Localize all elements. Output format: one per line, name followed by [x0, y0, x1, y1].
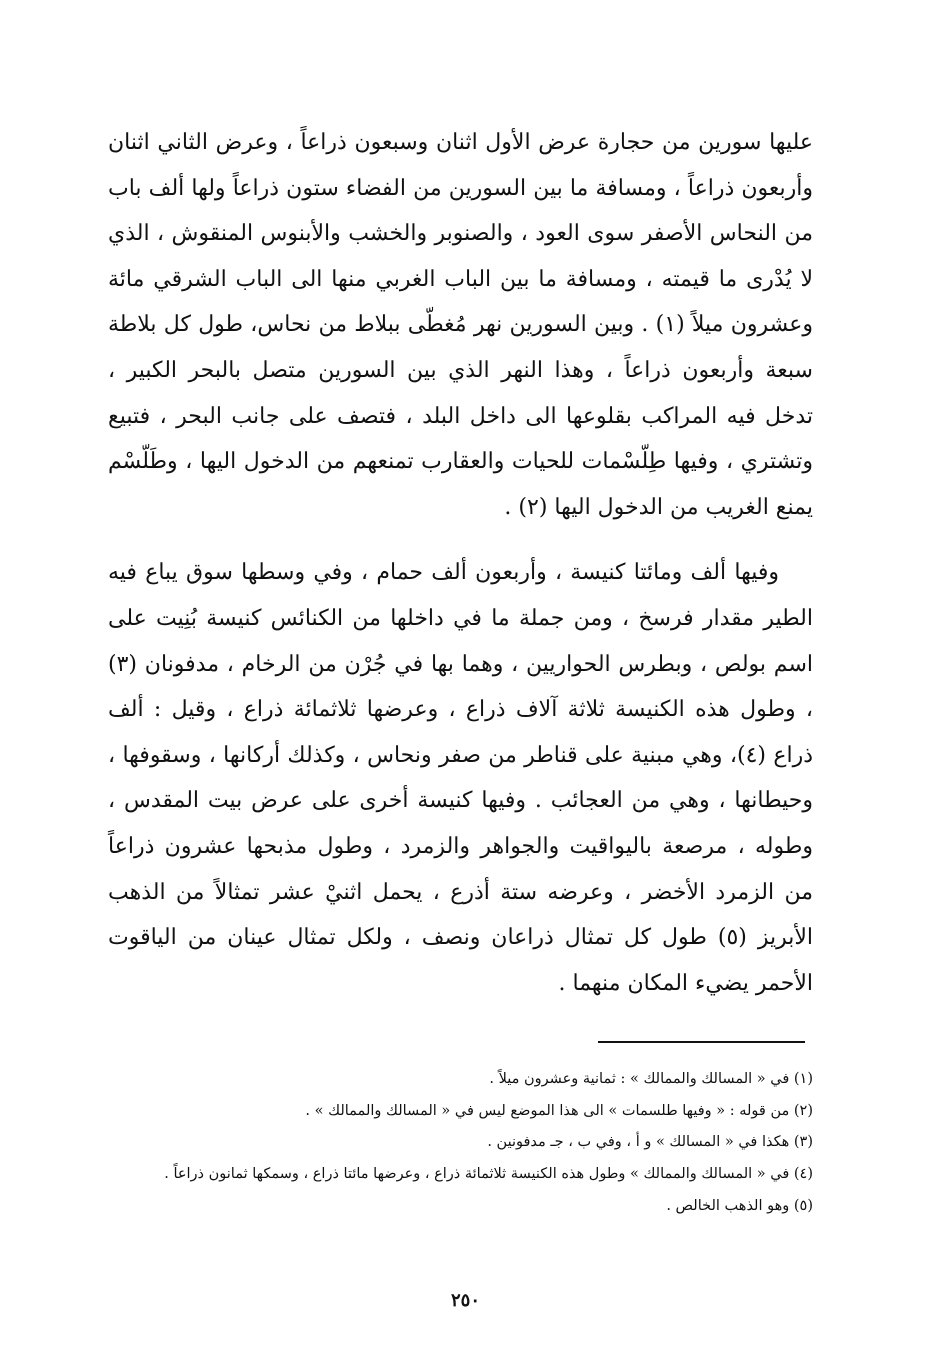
- main-text: [108, 120, 813, 1006]
- footnote-5: (٥) وهو الذهب الخالص .: [666, 1197, 813, 1214]
- footnote-3: (٣) هكذا في « المسالك » و أ ، وفي ب ، جـ مدفونين .: [487, 1134, 813, 1150]
- footnote-2: (٢) من قوله : « وفيها طلسمات » الى هذا الموضع ليس في « المسالك والممالك » .: [305, 1102, 813, 1119]
- paragraph-2: وفيها ألف ومائتا كنيسة ، وأربعون ألف حمام ، وفي وسطها سوق يباع فيه الطير مقدار فرسخ ، ومن جملة ما في داخلها من الكنائس كنيسة بُنِيت على اسم بولص ، وبطرس الحواريين ، وهما بها في جُرْن من الرخام ، مدفونان (٣) ، وطول هذه الكنيسة ثلاثة آلاف ذراع ، وعرضها ثلاثمائة ذراع ، وقيل : ألف ذراع (٤)، وهي مبنية على قناطر من صفر ونحاس ، وكذلك أركانها ، وسقوفها ، وحيطانها ، وهي من العجائب . وفيها كنيسة أخرى على عرض بيت المقدس ، وطوله ، مرصعة باليواقيت والجواهر والزمرد ، وطول مذبحها عشرون ذراعاً من الزمرد الأخضر ، وعرضه ستة أذرع ، يحمل اثنيْ عشر تمثالاً من الذهب الأبريز (٥) طول كل تمثال ذراعان ونصف ، ولكل تمثال عينان من الياقوت الأحمر يضيء المكان منهما .: [108, 560, 813, 996]
- paragraph-1: عليها سورين من حجارة عرض الأول اثنان وسبعون ذراعاً ، وعرض الثاني اثنان وأربعون ذراعاً ، ومسافة ما بين السورين من الفضاء ستون ذراعاً ولها ألف باب من النحاس الأصفر سوى العود ، والصنوبر والخشب والأبنوس المنقوش ، الذي لا يُدْرى ما قيمته ، ومسافة ما بين الباب الغربي منها الى الباب الشرقي مائة وعشرون ميلاً (١) . وبين السورين نهر مُغطّى ببلاط من نحاس، طول كل بلاطة سبعة وأربعون ذراعاً ، وهذا النهر الذي بين السورين متصل بالبحر الكبير ، تدخل فيه المراكب بقلوعها الى داخل البلد ، فتصف على جانب البحر ، فتبيع وتشتري ، وفيها طِلّسْمات للحيات والعقارب تمنعهم من الدخول اليها ، وطَلّسْم يمنع الغريب من الدخول اليها (٢) .: [108, 130, 813, 520]
- footnotes: [108, 1064, 813, 1222]
- page-number: ٢٥٠: [450, 1290, 480, 1311]
- footnote-4: (٤) في « المسالك والممالك » وطول هذه الكنيسة ثلاثمائة ذراع ، وعرضها مائتا ذراع ، وسمكها ثمانون ذراعاً .: [164, 1165, 813, 1182]
- footnote-1: (١) في « المسالك والممالك » : ثمانية وعشرون ميلاً .: [489, 1071, 813, 1087]
- footnote-separator: [598, 1041, 805, 1043]
